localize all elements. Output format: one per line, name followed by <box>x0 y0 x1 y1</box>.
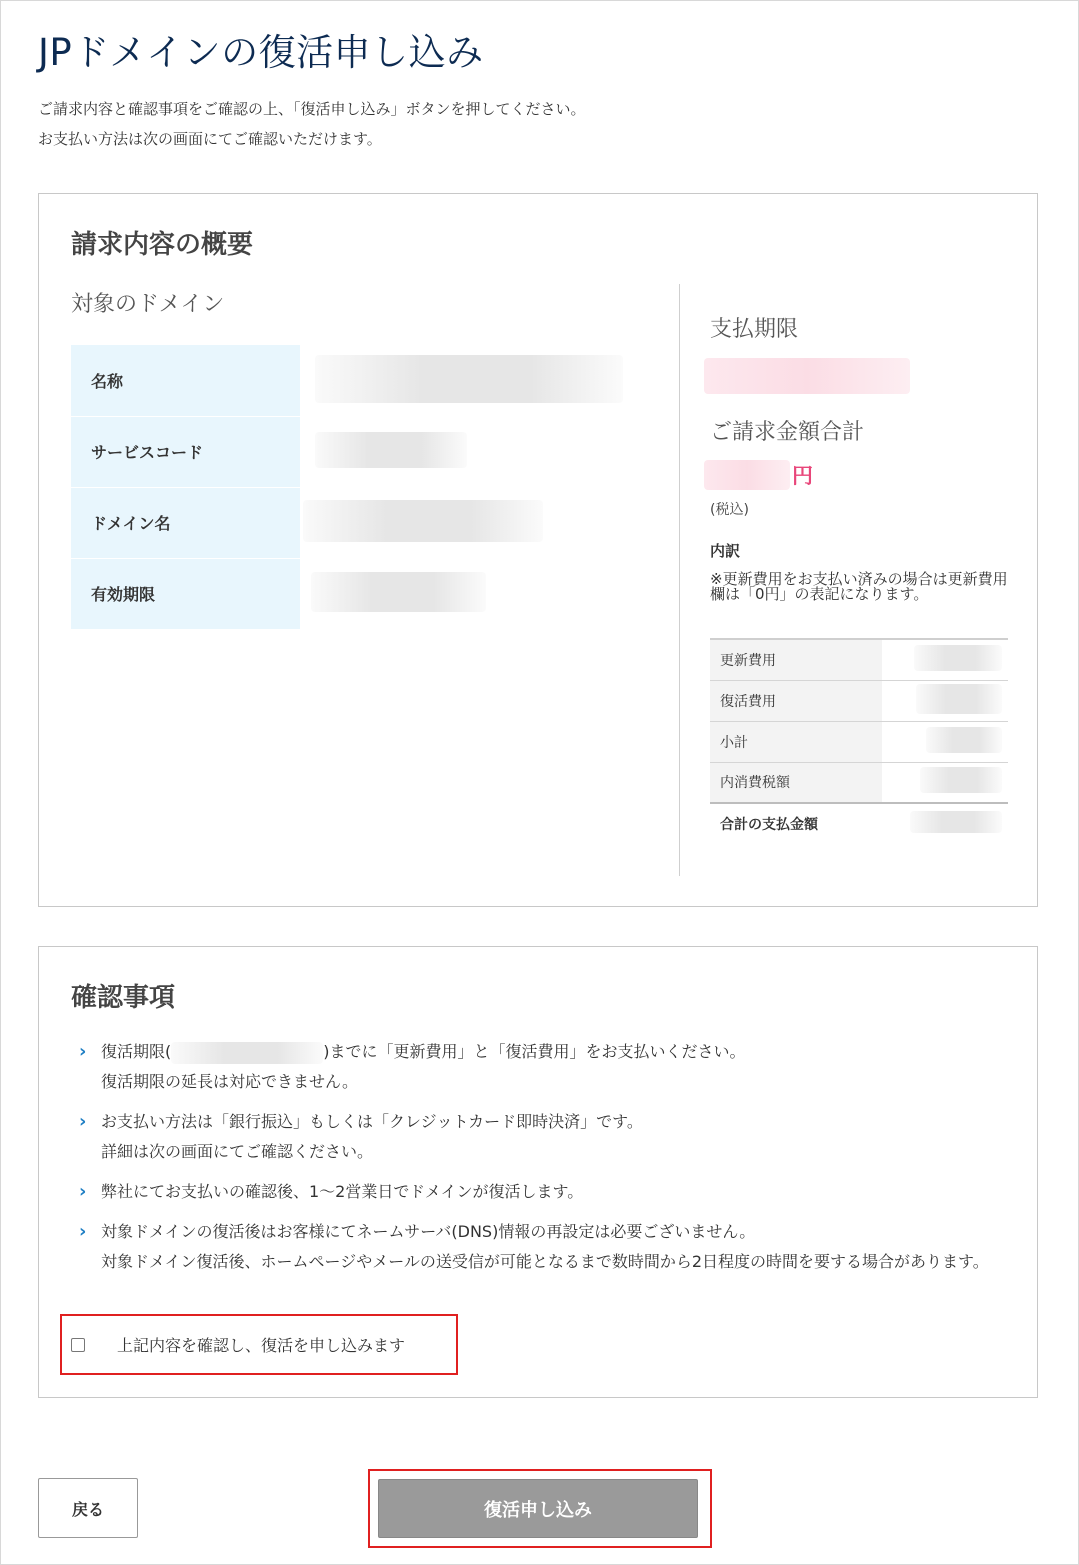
note-text: 復活期限( <box>101 1042 172 1061</box>
fee-label-subtotal: 小計 <box>710 721 882 762</box>
redacted-value <box>303 500 543 542</box>
row-label-name: 名称 <box>71 345 300 416</box>
table-row <box>71 558 631 629</box>
fee-value-renewal <box>882 639 1008 680</box>
redacted-value <box>315 432 467 468</box>
fee-label-restore: 復活費用 <box>710 680 882 721</box>
fee-label-renewal: 更新費用 <box>710 639 882 680</box>
row-value-name <box>300 345 631 416</box>
redacted-value <box>916 684 1002 714</box>
table-row <box>710 680 1008 721</box>
fee-value-restore <box>882 680 1008 721</box>
domain-section-title: 対象のドメイン <box>71 292 225 317</box>
fee-breakdown-table <box>710 638 1008 844</box>
row-label-domain-name: ドメイン名 <box>71 487 300 558</box>
currency-unit: 円 <box>792 464 813 488</box>
redacted-deadline <box>704 358 910 394</box>
row-label-expiry: 有効期限 <box>71 558 300 629</box>
fee-label-tax: 内消費税額 <box>710 762 882 803</box>
table-row <box>71 345 631 416</box>
redacted-amount <box>704 460 790 490</box>
redacted-value <box>926 727 1002 753</box>
back-button[interactable]: 戻る <box>38 1478 138 1538</box>
chevron-right-icon: › <box>79 1111 87 1132</box>
summary-heading: 請求内容の概要 <box>71 230 254 260</box>
note-line: 対象ドメインの復活後はお客様にてネームサーバ(DNS)情報の再設定は必要ございません。 <box>101 1222 756 1241</box>
note-line <box>101 1037 1009 1067</box>
redacted-value <box>914 645 1002 671</box>
table-row-total <box>710 803 1008 844</box>
restore-submit-button[interactable]: 復活申し込み <box>378 1479 698 1538</box>
confirmation-notes <box>79 1037 1009 1287</box>
page-title: JPドメインの復活申し込み <box>38 31 484 74</box>
breakdown-note: ※更新費用をお支払い済みの場合は更新費用欄は「0円」の表記になります。 <box>710 570 1008 603</box>
fee-value-tax <box>882 762 1008 803</box>
note-line: 弊社にてお支払いの確認後、1～2営業日でドメインが復活します。 <box>101 1182 584 1201</box>
note-line: 復活期限の延長は対応できません。 <box>101 1072 358 1091</box>
intro-text <box>38 94 586 154</box>
row-value-domain-name <box>300 487 631 558</box>
note-line: 対象ドメイン復活後、ホームページやメールの送受信が可能となるまで数時間から2日程度の時間を要する場合があります。 <box>101 1252 989 1271</box>
agree-checkbox-row[interactable] <box>60 1314 458 1375</box>
note-text: )までに「更新費用」と「復活費用」をお支払いください。 <box>323 1042 746 1061</box>
table-row <box>710 639 1008 680</box>
table-row <box>710 721 1008 762</box>
note-line: お支払い方法は「銀行振込」もしくは「クレジットカード即時決済」です。 <box>101 1112 643 1131</box>
chevron-right-icon: › <box>79 1181 87 1202</box>
agree-label[interactable]: 上記内容を確認し、復活を申し込みます <box>117 1336 406 1355</box>
redacted-value <box>910 811 1002 833</box>
breakdown-title: 内訳 <box>710 542 741 560</box>
fee-value-total <box>882 803 1008 844</box>
total-amount <box>704 460 813 490</box>
redacted-value <box>311 572 486 612</box>
fee-label-total: 合計の支払金額 <box>710 803 882 844</box>
list-item <box>79 1107 1009 1167</box>
billing-summary-panel <box>38 193 1038 907</box>
total-label: ご請求金額合計 <box>710 420 865 445</box>
row-label-service-code: サービスコード <box>71 416 300 487</box>
row-value-expiry <box>300 558 631 629</box>
domain-info-table <box>71 345 631 630</box>
table-row <box>710 762 1008 803</box>
redacted-date <box>171 1042 323 1064</box>
list-item <box>79 1177 1009 1207</box>
table-row <box>71 487 631 558</box>
column-divider <box>679 284 680 876</box>
table-row <box>71 416 631 487</box>
confirmation-panel <box>38 946 1038 1398</box>
redacted-value <box>315 355 623 403</box>
agree-checkbox[interactable] <box>71 1338 85 1352</box>
intro-line: ご請求内容と確認事項をご確認の上、「復活申し込み」ボタンを押してください。 <box>38 100 586 118</box>
note-line: 詳細は次の画面にてご確認ください。 <box>101 1142 374 1161</box>
list-item <box>79 1217 1009 1277</box>
chevron-right-icon: › <box>79 1221 87 1242</box>
chevron-right-icon: › <box>79 1041 87 1062</box>
deadline-label: 支払期限 <box>710 317 799 342</box>
redacted-value <box>920 767 1002 793</box>
tax-note: (税込) <box>710 502 749 518</box>
fee-value-subtotal <box>882 721 1008 762</box>
row-value-service-code <box>300 416 631 487</box>
list-item <box>79 1037 1009 1097</box>
confirm-heading: 確認事項 <box>71 983 176 1013</box>
intro-line: お支払い方法は次の画面にてご確認いただけます。 <box>38 130 382 148</box>
